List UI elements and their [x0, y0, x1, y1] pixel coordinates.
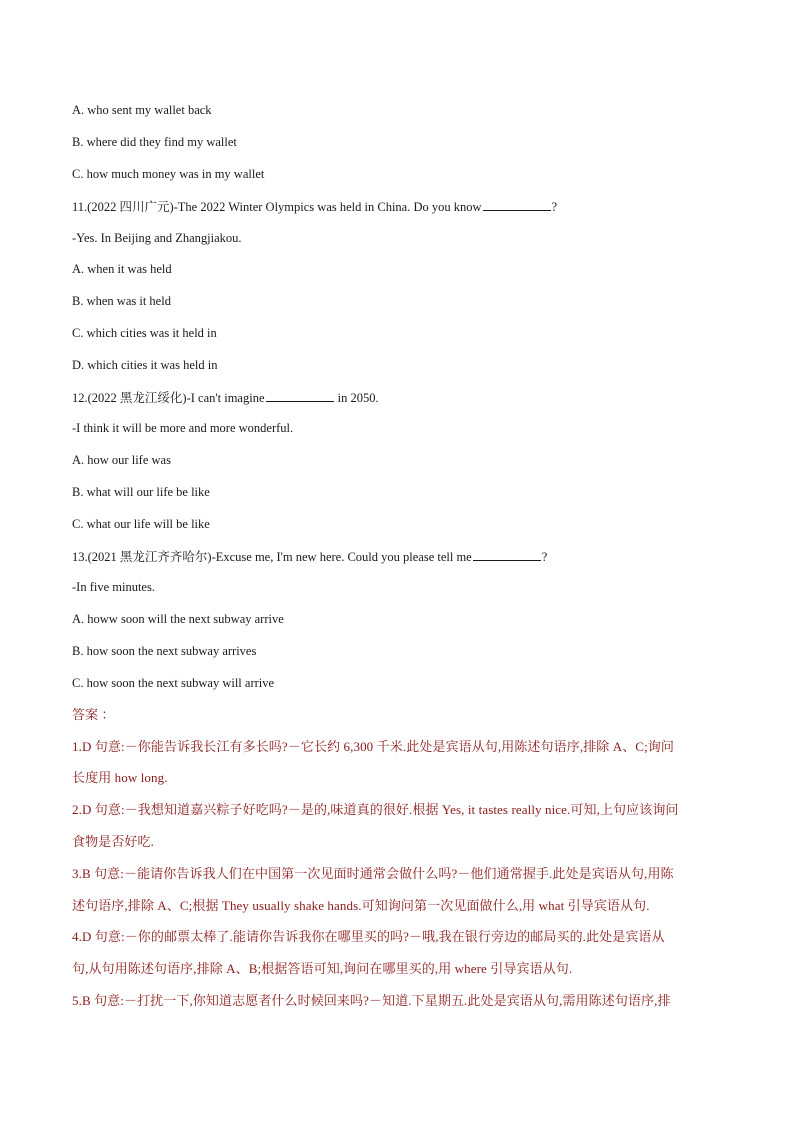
q12-stem	[72, 389, 379, 406]
q11-stem	[72, 198, 557, 215]
q13-stem-text: 13.(2021 黑龙江齐齐哈尔)-Excuse me, I'm new here. Could you please tell me	[72, 550, 472, 564]
q12-stem-end: in 2050.	[334, 391, 379, 405]
answer-4-line-1: 4.D 句意:－你的邮票太棒了.能请你告诉我你在哪里买的吗?－哦,我在银行旁边的邮局买的.此处是宾语从	[72, 929, 665, 944]
q10-option-a: A. who sent my wallet back	[72, 103, 212, 117]
q11-reply: -Yes. In Beijing and Zhangjiakou.	[72, 231, 242, 245]
q12-option-c: C. what our life will be like	[72, 517, 210, 531]
q11-answer-blank	[483, 198, 551, 211]
q13-stem	[72, 548, 547, 565]
q13-option-c: C. how soon the next subway will arrive	[72, 676, 275, 690]
q10-option-b: B. where did they find my wallet	[72, 135, 237, 149]
q13-reply: -In five minutes.	[72, 580, 155, 594]
q11-option-c: C. which cities was it held in	[72, 326, 217, 340]
q12-reply: -I think it will be more and more wonderful.	[72, 421, 294, 435]
answers-heading: 答案 ：	[72, 707, 115, 722]
q13-stem-end: ?	[541, 550, 548, 564]
answer-2-line-2: 食物是否好吃.	[72, 834, 154, 849]
q13-option-b: B. how soon the next subway arrives	[72, 644, 257, 658]
q13-answer-blank	[473, 548, 541, 561]
q11-option-d: D. which cities it was held in	[72, 358, 218, 372]
q11-option-b: B. when was it held	[72, 294, 171, 308]
answer-3-line-2: 述句语序,排除 A、C;根据 They usually shake hands.可知询问第一次见面做什么,用 what 引导宾语从句.	[72, 898, 650, 913]
answer-5-line-1: 5.B 句意:－打扰一下,你知道志愿者什么时候回来吗?－知道.下星期五.此处是宾语从句,需用陈述句语序,排	[72, 993, 671, 1008]
answer-1-line-2: 长度用 how long.	[72, 770, 168, 785]
q12-stem-text: 12.(2022 黑龙江绥化)-I can't imagine	[72, 391, 265, 405]
answer-2-line-1: 2.D 句意:－我想知道嘉兴粽子好吃吗?－是的,味道真的很好.根据 Yes, it tastes really nice.可知,上句应该询问	[72, 802, 679, 817]
q10-option-c: C. how much money was in my wallet	[72, 167, 265, 181]
answer-3-line-1: 3.B 句意:－能请你告诉我人们在中国第一次见面时通常会做什么吗?－他们通常握手.此处是宾语从句,用陈	[72, 866, 674, 881]
q12-answer-blank	[266, 389, 334, 402]
q11-stem-text: 11.(2022 四川广元)-The 2022 Winter Olympics was held in China. Do you know	[72, 200, 482, 214]
q11-option-a: A. when it was held	[72, 262, 172, 276]
q12-option-a: A. how our life was	[72, 453, 171, 467]
q12-option-b: B. what will our life be like	[72, 485, 210, 499]
q11-stem-end: ?	[551, 200, 558, 214]
answer-4-line-2: 句,从句用陈述句语序,排除 A、B;根据答语可知,询问在哪里买的,用 where 引导宾语从句.	[72, 961, 573, 976]
answer-1-line-1: 1.D 句意:－你能告诉我长江有多长吗?－它长约 6,300 千米.此处是宾语从句,用陈述句语序,排除 A、C;询问	[72, 739, 674, 754]
q13-option-a: A. howw soon will the next subway arrive	[72, 612, 284, 626]
